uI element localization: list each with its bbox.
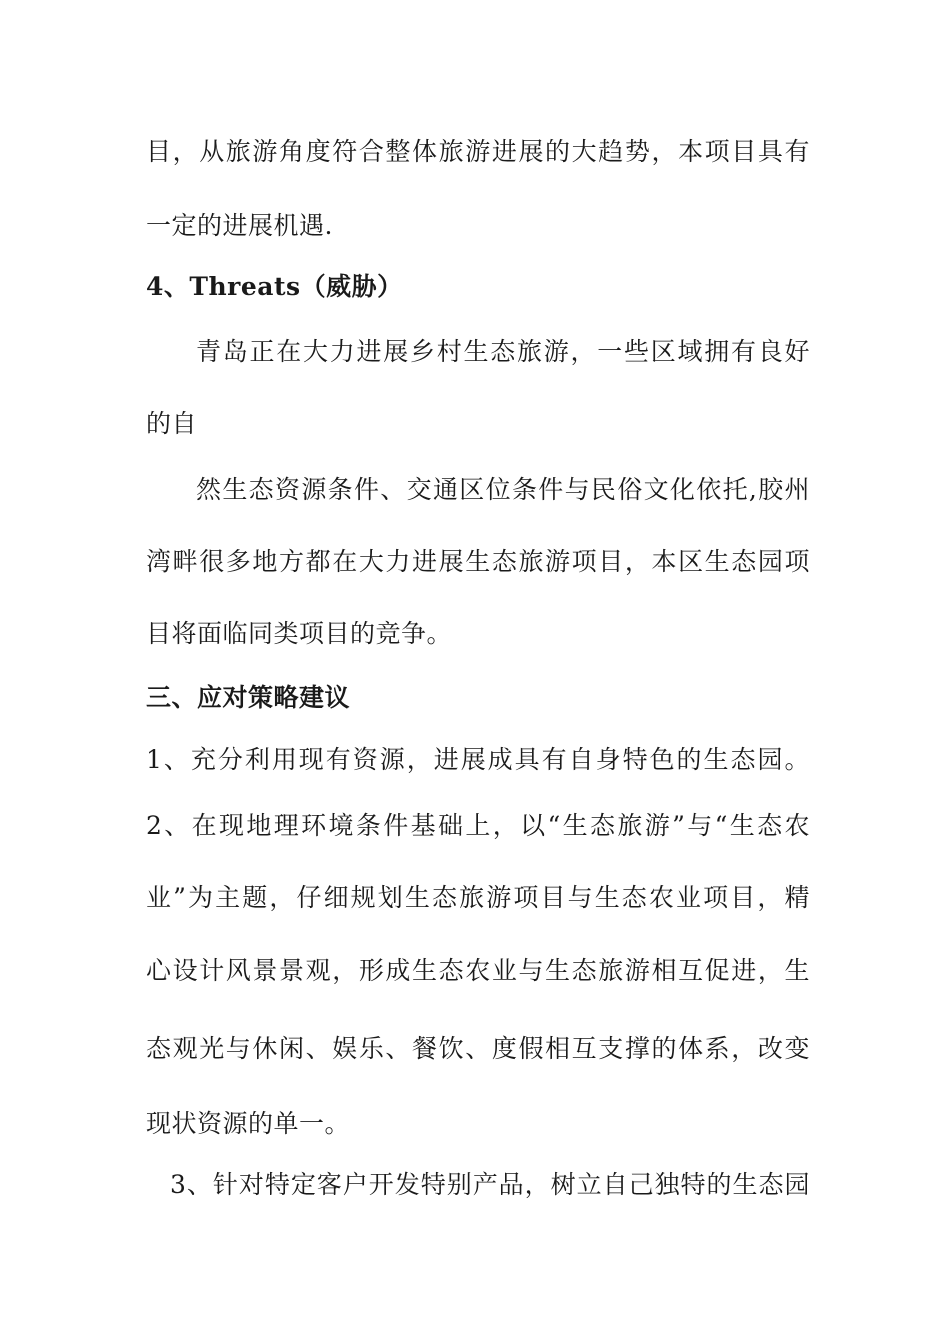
section-heading-strategy: 三、应对策略建议 bbox=[146, 683, 351, 712]
paragraph-line: 态观光与休闲、娱乐、餐饮、度假相互支撑的体系，改变 bbox=[146, 1034, 810, 1063]
list-item: 3、针对特定客户开发特别产品，树立自己独特的生态园 bbox=[170, 1170, 810, 1199]
paragraph-line: 然生态资源条件、交通区位条件与民俗文化依托,胶州 bbox=[196, 475, 810, 504]
paragraph-line: 的自 bbox=[146, 409, 198, 438]
paragraph-line: 现状资源的单一。 bbox=[146, 1109, 351, 1138]
paragraph-line: 心设计风景景观，形成生态农业与生态旅游相互促进，生 bbox=[146, 956, 810, 985]
paragraph-line: 湾畔很多地方都在大力进展生态旅游项目，本区生态园项 bbox=[146, 547, 810, 576]
section-heading-threats: 4、Threats（威胁） bbox=[146, 272, 403, 301]
paragraph-line: 业”为主题，仔细规划生态旅游项目与生态农业项目，精 bbox=[146, 883, 810, 912]
paragraph-line: 青岛正在大力进展乡村生态旅游，一些区域拥有良好 bbox=[196, 337, 810, 366]
list-item: 1、充分利用现有资源，进展成具有自身特色的生态园。 bbox=[146, 745, 810, 774]
paragraph-line: 目将面临同类项目的竞争。 bbox=[146, 619, 453, 648]
paragraph-line: 一定的进展机遇. bbox=[146, 211, 333, 240]
list-item: 2、在现地理环境条件基础上，以“生态旅游”与“生态农 bbox=[146, 811, 810, 840]
paragraph-line: 目，从旅游角度符合整体旅游进展的大趋势，本项目具有 bbox=[146, 137, 810, 166]
